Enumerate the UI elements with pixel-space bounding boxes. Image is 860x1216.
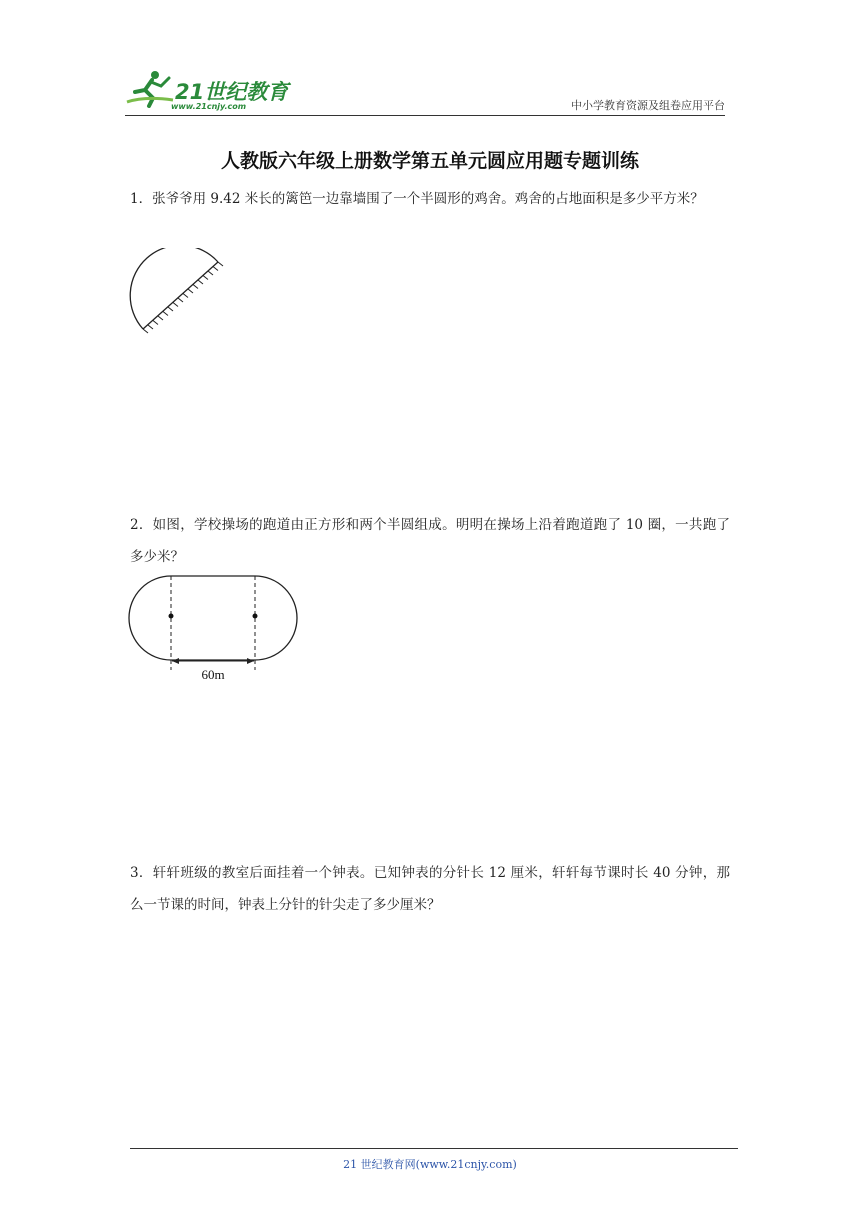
running-person-logo-icon <box>125 68 175 108</box>
page-title: 人教版六年级上册数学第五单元圆应用题专题训练 <box>220 150 639 172</box>
platform-tagline: 中小学教育资源及组卷应用平台 <box>571 99 725 112</box>
footer-source: 21 世纪教育网(www.21cnjy.com) <box>343 1158 517 1171</box>
question-3: 3．轩轩班级的教室后面挂着一个钟表。已知钟表的分针长 12 厘米，轩轩每节课时长 40 分钟，那么一节课的时间，钟表上分针的针尖走了多少厘米？ <box>130 865 730 913</box>
header-divider <box>125 115 725 116</box>
track-length-label: 60m <box>201 667 225 682</box>
semicircle-coop-figure <box>126 248 226 338</box>
footer-divider <box>130 1148 738 1149</box>
question-2: 2．如图，学校操场的跑道由正方形和两个半圆组成。明明在操场上沿着跑道跑了 10 圈，一共跑了多少米？ <box>130 517 730 565</box>
logo-url: www.21cnjy.com <box>171 102 247 111</box>
running-track-figure <box>126 572 301 687</box>
question-1: 1．张爷爷用 9.42 米长的篱笆一边靠墙围了一个半圆形的鸡舍。鸡舍的占地面积是多少平方米？ <box>130 191 704 207</box>
page-header <box>125 62 725 118</box>
logo-text: 21世纪教育 <box>175 80 289 104</box>
